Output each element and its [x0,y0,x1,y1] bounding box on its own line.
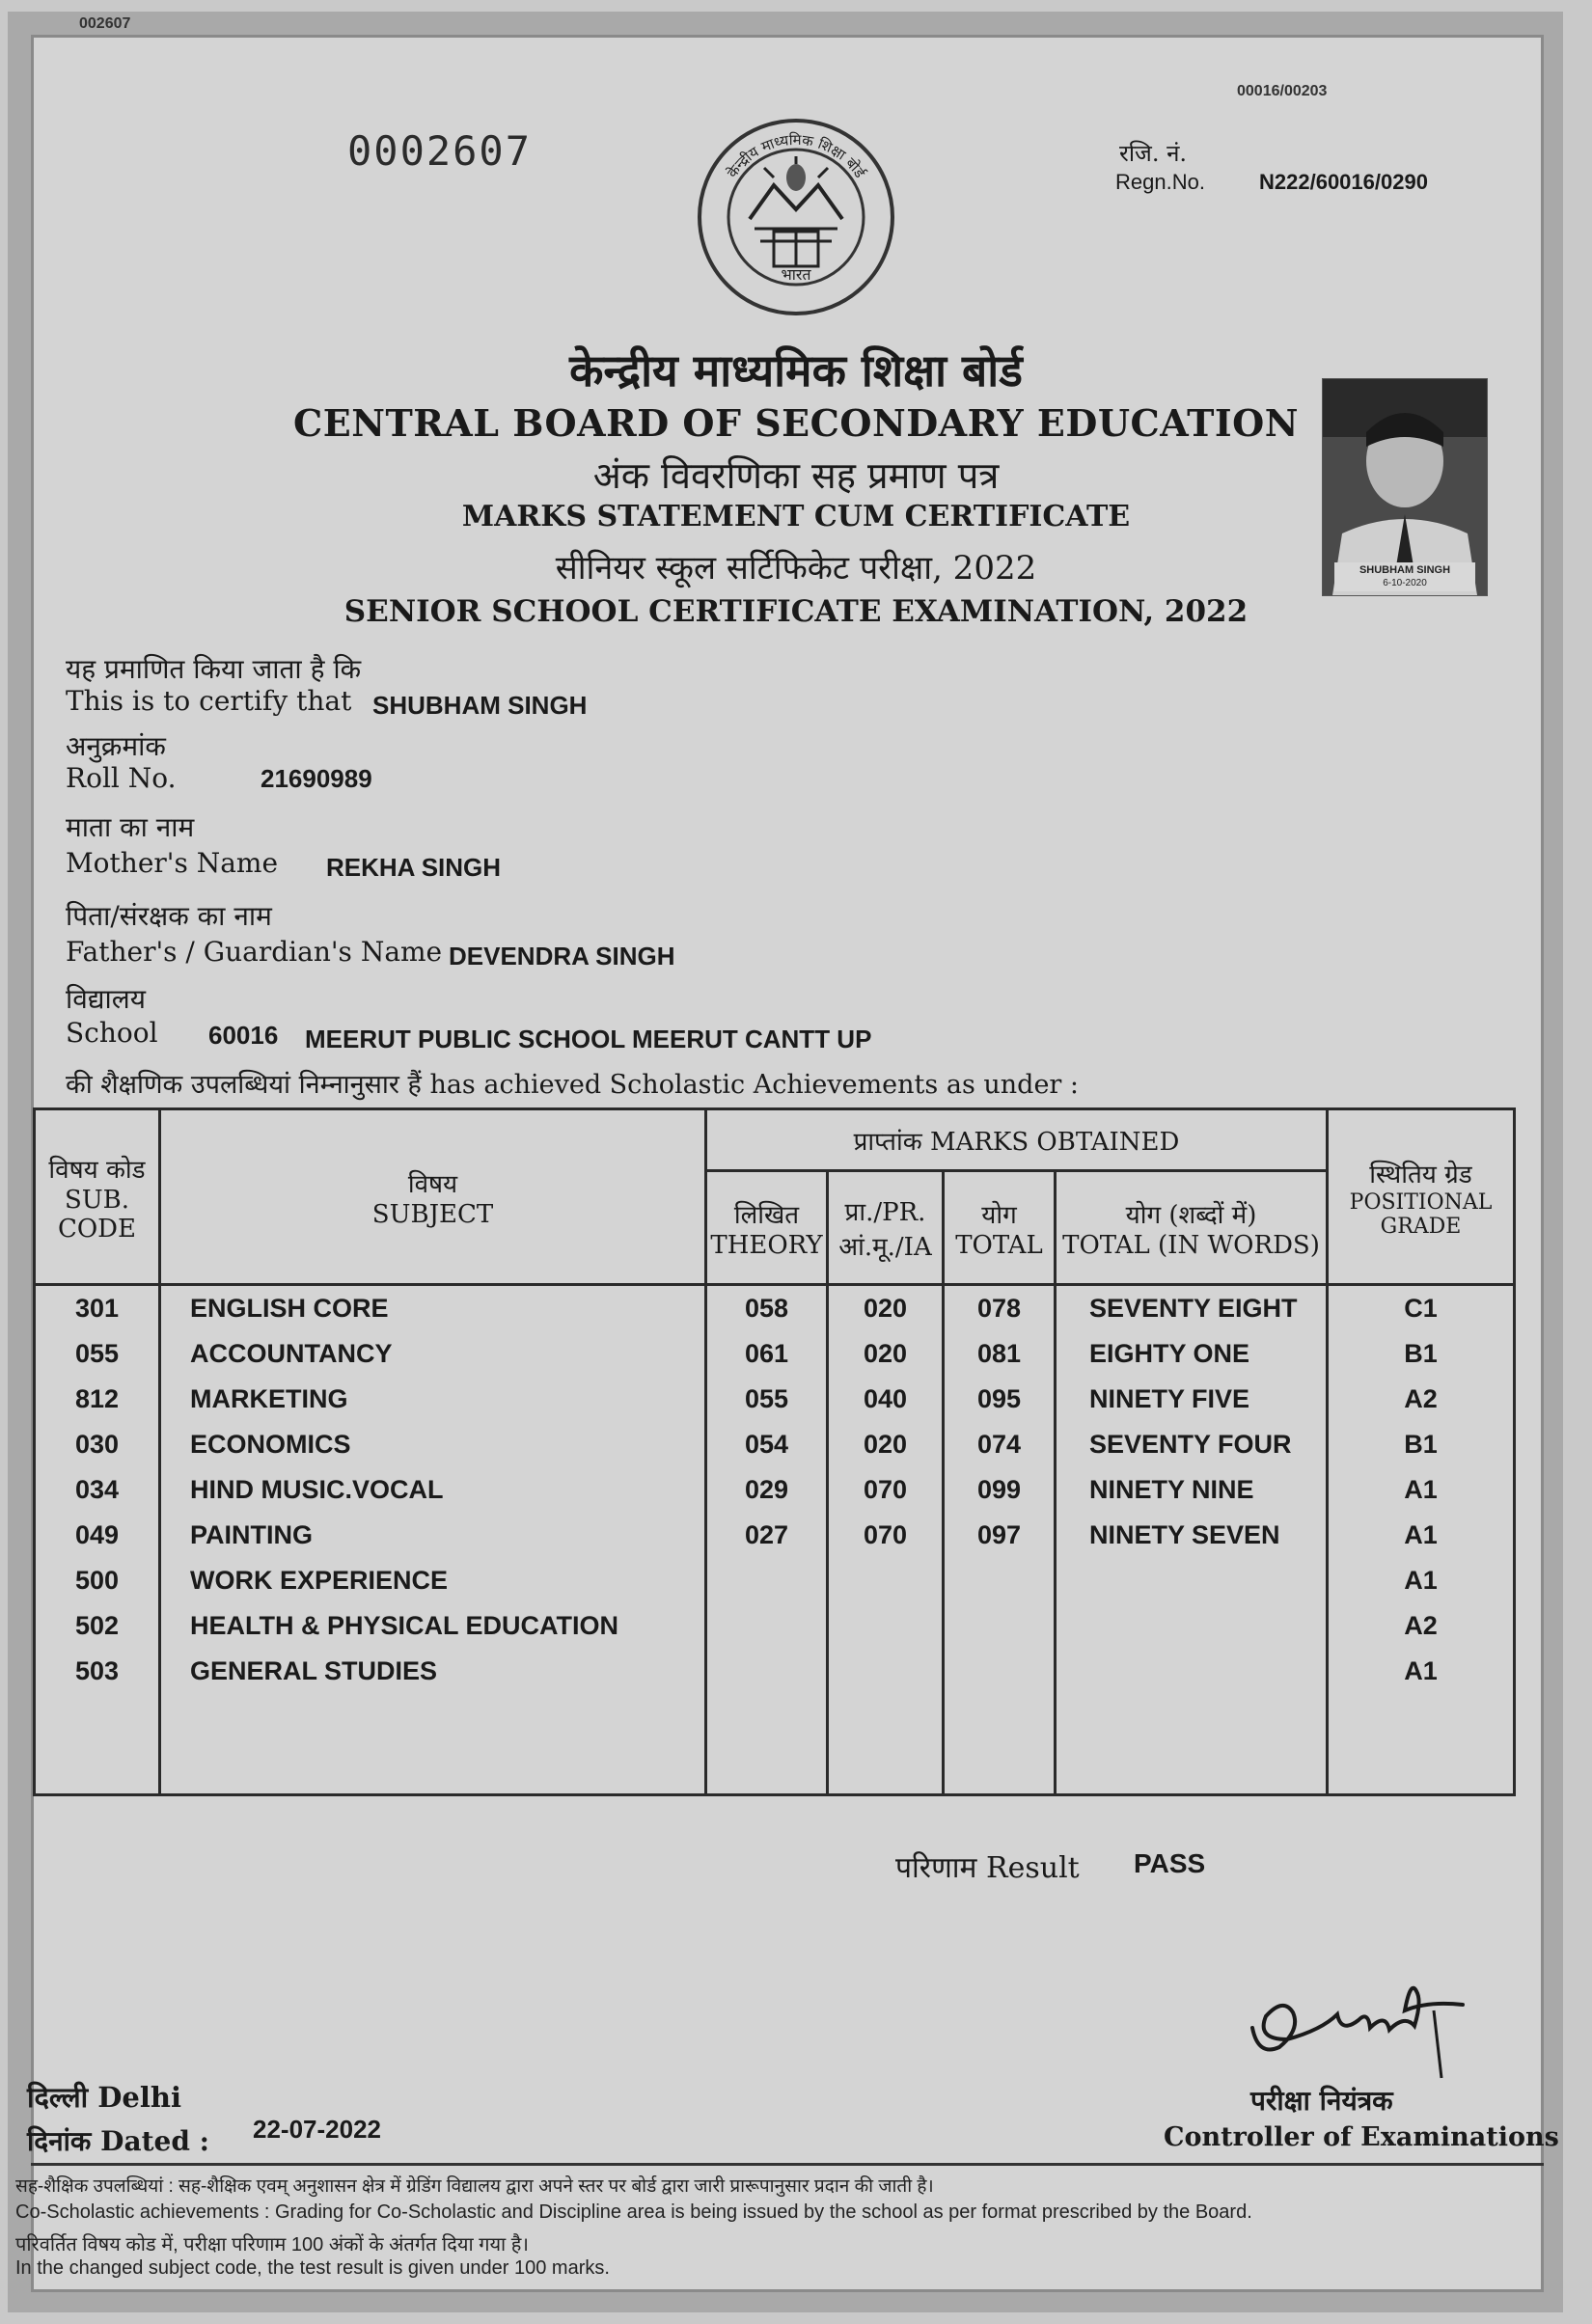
table-row [35,1558,1515,1603]
practical-cell: 040 [828,1377,944,1422]
place-hindi: दिल्ली [27,2081,89,2114]
subject-cell: HIND MUSIC.VOCAL [160,1467,706,1513]
empty-cell [160,1694,706,1795]
header-theory-hindi: लिखित [733,1200,800,1230]
subject-cell: GENERAL STUDIES [160,1649,706,1694]
total-cell [944,1649,1056,1694]
theory-cell: 061 [706,1331,828,1377]
cbse-seal-icon [697,118,895,316]
header-total [944,1171,1056,1285]
total-cell: 097 [944,1513,1056,1558]
controller-signature-icon [1245,1972,1476,2088]
note-changed-code-english: In the changed subject code, the test result is given under 100 marks. [15,2257,610,2279]
theory-cell: 058 [706,1285,828,1332]
board-name-hindi: केन्द्रीय माध्यमिक शिक्षा बोर्ड [569,344,1023,396]
regn-label-english: Regn.No. [1115,170,1205,194]
photo-caption-name: SHUBHAM SINGH [1359,564,1451,576]
practical-cell [828,1603,944,1649]
result-value: PASS [1134,1848,1206,1878]
subject-cell: WORK EXPERIENCE [160,1558,706,1603]
total-words-cell: NINETY SEVEN [1056,1513,1328,1558]
father-label-english: Father's / Guardian's Name [66,936,443,968]
marks-table [33,1107,1516,1796]
header-practical-line2: आं.मू./IA [838,1232,932,1262]
theory-cell [706,1558,828,1603]
header-total-english: TOTAL [955,1230,1043,1260]
regn-label-hindi: रजि. नं. [1119,140,1188,167]
dated-label: दिनांक Dated : [27,2125,209,2157]
empty-cell [1328,1694,1515,1795]
subject-cell: MARKETING [160,1377,706,1422]
header-grade [1328,1109,1515,1285]
school-label-english: School [66,1017,158,1049]
sub-code-cell: 502 [35,1603,160,1649]
exam-title-english: SENIOR SCHOOL CERTIFICATE EXAMINATION, 2022 [343,594,1249,629]
seal-bottom-text: भारत [781,265,811,284]
mother-name: REKHA SINGH [326,853,502,882]
header-grade-en1: POSITIONAL [1349,1189,1493,1215]
subject-cell: PAINTING [160,1513,706,1558]
table-filler-row [35,1694,1515,1795]
table-row [35,1467,1515,1513]
grade-cell: A1 [1328,1649,1515,1694]
header-theory [706,1171,828,1285]
table-row [35,1285,1515,1332]
practical-cell: 070 [828,1513,944,1558]
header-practical [828,1171,944,1285]
theory-cell: 055 [706,1377,828,1422]
sub-code-cell: 049 [35,1513,160,1558]
practical-cell [828,1558,944,1603]
subject-cell: HEALTH & PHYSICAL EDUCATION [160,1603,706,1649]
grade-cell: C1 [1328,1285,1515,1332]
sub-code-cell: 812 [35,1377,160,1422]
table-row [35,1377,1515,1422]
header-sub-code-en1: SUB. [64,1185,130,1215]
total-words-cell [1056,1558,1328,1603]
corner-number-right: 00016/00203 [1237,83,1328,99]
total-words-cell: SEVENTY EIGHT [1056,1285,1328,1332]
table-row [35,1513,1515,1558]
total-words-cell [1056,1603,1328,1649]
total-cell [944,1558,1056,1603]
header-grade-hindi: स्थितिय ग्रेड [1369,1160,1472,1189]
total-cell: 078 [944,1285,1056,1332]
theory-cell [706,1603,828,1649]
empty-cell [1056,1694,1328,1795]
sub-code-cell: 030 [35,1422,160,1467]
subject-cell: ENGLISH CORE [160,1285,706,1332]
school-label-hindi: विद्यालय [66,983,146,1015]
grade-cell: A1 [1328,1513,1515,1558]
subject-cell: ECONOMICS [160,1422,706,1467]
place-english: Delhi [97,2081,181,2114]
sub-code-cell: 034 [35,1467,160,1513]
theory-cell [706,1649,828,1694]
empty-cell [944,1694,1056,1795]
candidate-portrait-icon [1323,379,1487,595]
note-changed-code-hindi: परिवर्तित विषय कोड में, परीक्षा परिणाम 100 अंकों के अंतर्गत दिया गया है। [15,2234,529,2256]
grade-cell: A1 [1328,1558,1515,1603]
result-label: परिणाम Result [895,1851,1080,1885]
school-code: 60016 [208,1021,279,1050]
school-name: MEERUT PUBLIC SCHOOL MEERUT CANTT UP [305,1025,872,1053]
empty-cell [828,1694,944,1795]
empty-cell [706,1694,828,1795]
footer-divider [31,2163,1544,2166]
practical-cell: 070 [828,1467,944,1513]
table-row [35,1603,1515,1649]
practical-cell: 020 [828,1285,944,1332]
practical-cell: 020 [828,1422,944,1467]
regn-number: N222/60016/0290 [1259,170,1428,194]
total-cell: 081 [944,1331,1056,1377]
header-sub-code-en2: CODE [57,1214,137,1244]
grade-cell: A2 [1328,1603,1515,1649]
dated-value: 22-07-2022 [253,2115,381,2144]
roll-label-hindi: अनुक्रमांक [66,730,166,762]
header-sub-code-hindi: विषय कोड [48,1155,146,1185]
total-words-cell: SEVENTY FOUR [1056,1422,1328,1467]
grade-cell: A2 [1328,1377,1515,1422]
sub-code-cell: 503 [35,1649,160,1694]
header-marks-obtained: प्राप्तांक MARKS OBTAINED [706,1109,1328,1171]
roll-number: 21690989 [261,764,372,793]
exam-title-hindi: सीनियर स्कूल सर्टिफिकेट परीक्षा, 2022 [555,549,1037,588]
certify-label-hindi: यह प्रमाणित किया जाता है कि [66,653,362,685]
total-cell [944,1603,1056,1649]
sub-code-cell: 055 [35,1331,160,1377]
place-label [27,2078,181,2116]
controller-title-hindi: परीक्षा नियंत्रक [1250,2085,1393,2117]
header-subject [160,1109,706,1285]
note-co-scholastic-english: Co-Scholastic achievements : Grading for Co-Scholastic and Discipline area is being issued by the school as per format prescribed by the Board. [15,2201,1252,2223]
father-name: DEVENDRA SINGH [449,942,675,971]
header-subject-hindi: विषय [407,1169,458,1199]
controller-title-english: Controller of Examinations [1164,2122,1559,2152]
seal-top-text: केन्द्रीय माध्यमिक शिक्षा बोर्ड [723,130,869,181]
practical-cell [828,1649,944,1694]
photo-caption-date: 6-10-2020 [1383,578,1427,588]
table-row [35,1331,1515,1377]
grade-cell: B1 [1328,1331,1515,1377]
total-cell: 095 [944,1377,1056,1422]
grade-cell: B1 [1328,1422,1515,1467]
board-name-english: CENTRAL BOARD OF SECONDARY EDUCATION [293,401,1299,445]
note-co-scholastic-hindi: सह-शैक्षिक उपलब्धियां : सह-शैक्षिक एवम् अनुशासन क्षेत्र में ग्रेडिंग विद्यालय द्वारा अपने स्तर पर बोर्ड द्वारा जारी प्रारूपानुसार प्रदान की जाती है। [15,2176,934,2197]
header-sub-code [35,1109,160,1285]
total-words-cell: EIGHTY ONE [1056,1331,1328,1377]
header-subject-english: SUBJECT [371,1199,494,1229]
header-total-words [1056,1171,1328,1285]
table-row [35,1422,1515,1467]
theory-cell: 054 [706,1422,828,1467]
header-practical-line1: प्रा./PR. [844,1197,926,1227]
roll-label-english: Roll No. [66,762,177,794]
total-words-cell: NINETY FIVE [1056,1377,1328,1422]
header-total-hindi: योग [981,1200,1017,1230]
grade-cell: A1 [1328,1467,1515,1513]
total-words-cell: NINETY NINE [1056,1467,1328,1513]
total-words-cell [1056,1649,1328,1694]
candidate-photo [1322,378,1488,596]
candidate-name: SHUBHAM SINGH [372,691,588,720]
mother-label-english: Mother's Name [66,847,279,879]
total-cell: 074 [944,1422,1056,1467]
document-title-english: MARKS STATEMENT CUM CERTIFICATE [461,500,1131,533]
practical-cell: 020 [828,1331,944,1377]
sub-code-cell: 301 [35,1285,160,1332]
certificate-number: 0002607 [347,127,533,175]
empty-cell [35,1694,160,1795]
document-title-hindi: अंक विवरणिका सह प्रमाण पत्र [592,454,1000,497]
header-total-words-hindi: योग (शब्दों में) [1125,1200,1257,1230]
total-cell: 099 [944,1467,1056,1513]
mother-label-hindi: माता का नाम [66,811,195,843]
father-label-hindi: पिता/संरक्षक का नाम [66,900,272,932]
sub-code-cell: 500 [35,1558,160,1603]
subject-cell: ACCOUNTANCY [160,1331,706,1377]
theory-cell: 029 [706,1467,828,1513]
header-theory-english: THEORY [710,1230,823,1260]
achievements-intro: की शैक्षणिक उपलब्धियां निम्नानुसार हैं has achieved Scholastic Achievements as under : [66,1070,1080,1100]
header-grade-en2: GRADE [1380,1214,1462,1239]
theory-cell: 027 [706,1513,828,1558]
table-row [35,1649,1515,1694]
corner-number-left: 002607 [79,15,131,32]
certify-label-english: This is to certify that [66,685,352,717]
header-total-words-english: TOTAL (IN WORDS) [1062,1230,1320,1260]
